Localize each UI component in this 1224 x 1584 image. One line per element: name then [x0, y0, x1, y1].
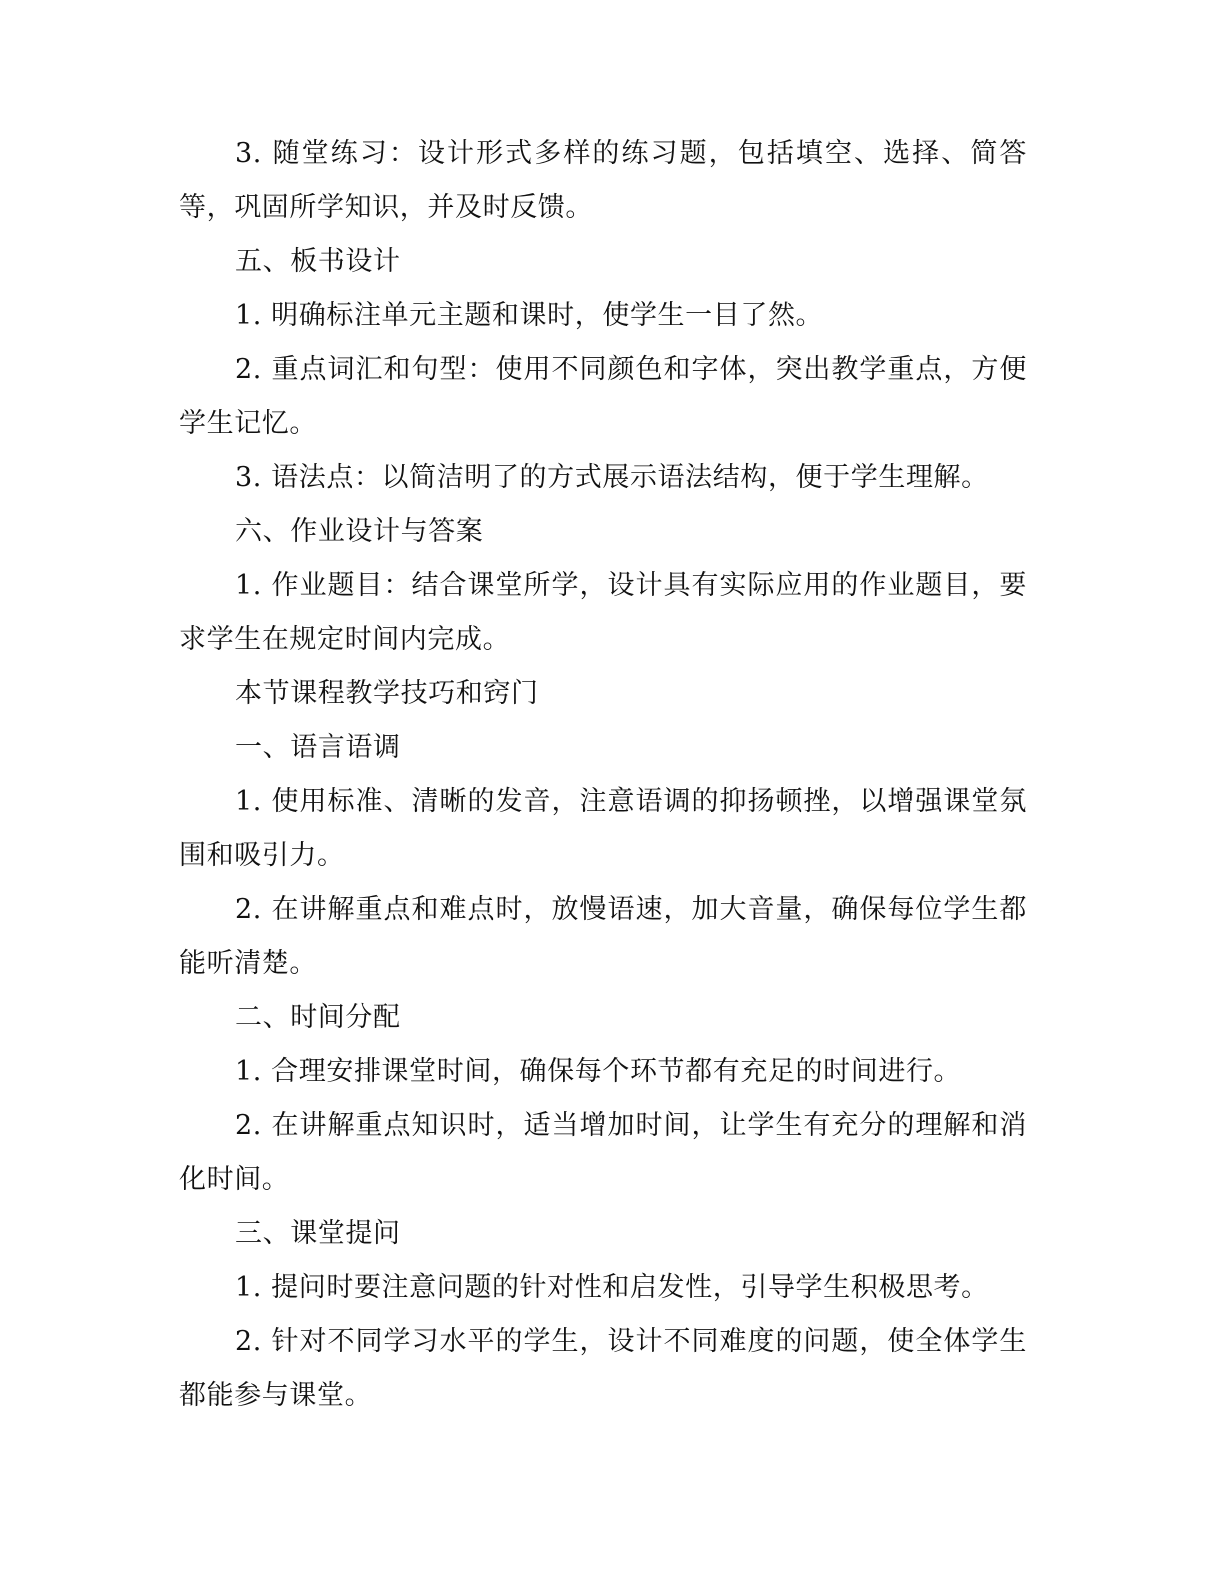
- paragraph-questions-1: 1. 提问时要注意问题的针对性和启发性，引导学生积极思考。: [235, 1272, 989, 1303]
- document-body: [179, 127, 1027, 1423]
- heading-tips: 本节课程教学技巧和窍门: [235, 678, 539, 709]
- paragraph-board-2: 2. 重点词汇和句型：使用不同颜色和字体，突出教学重点，方便学生记忆。: [179, 354, 1027, 439]
- heading-language: 一、语言语调: [235, 732, 401, 763]
- paragraph-time-2: 2. 在讲解重点知识时，适当增加时间，让学生有充分的理解和消化时间。: [179, 1110, 1027, 1195]
- heading-board-design: 五、板书设计: [235, 246, 401, 277]
- paragraph-questions-2: 2. 针对不同学习水平的学生，设计不同难度的问题，使全体学生都能参与课堂。: [179, 1326, 1027, 1411]
- paragraph-board-3: 3. 语法点：以简洁明了的方式展示语法结构，便于学生理解。: [235, 462, 989, 493]
- heading-questions: 三、课堂提问: [235, 1218, 401, 1249]
- heading-homework: 六、作业设计与答案: [235, 516, 484, 547]
- paragraph-language-1: 1. 使用标准、清晰的发音，注意语调的抑扬顿挫，以增强课堂氛围和吸引力。: [179, 786, 1027, 871]
- paragraph-homework-1: 1. 作业题目：结合课堂所学，设计具有实际应用的作业题目，要求学生在规定时间内完成。: [179, 570, 1027, 655]
- paragraph-board-1: 1. 明确标注单元主题和课时，使学生一目了然。: [235, 300, 824, 331]
- paragraph-time-1: 1. 合理安排课堂时间，确保每个环节都有充足的时间进行。: [235, 1056, 962, 1087]
- paragraph-practice: 3. 随堂练习：设计形式多样的练习题，包括填空、选择、简答等，巩固所学知识，并及时反馈。: [179, 138, 1027, 223]
- heading-time: 二、时间分配: [235, 1002, 401, 1033]
- paragraph-language-2: 2. 在讲解重点和难点时，放慢语速，加大音量，确保每位学生都能听清楚。: [179, 894, 1027, 979]
